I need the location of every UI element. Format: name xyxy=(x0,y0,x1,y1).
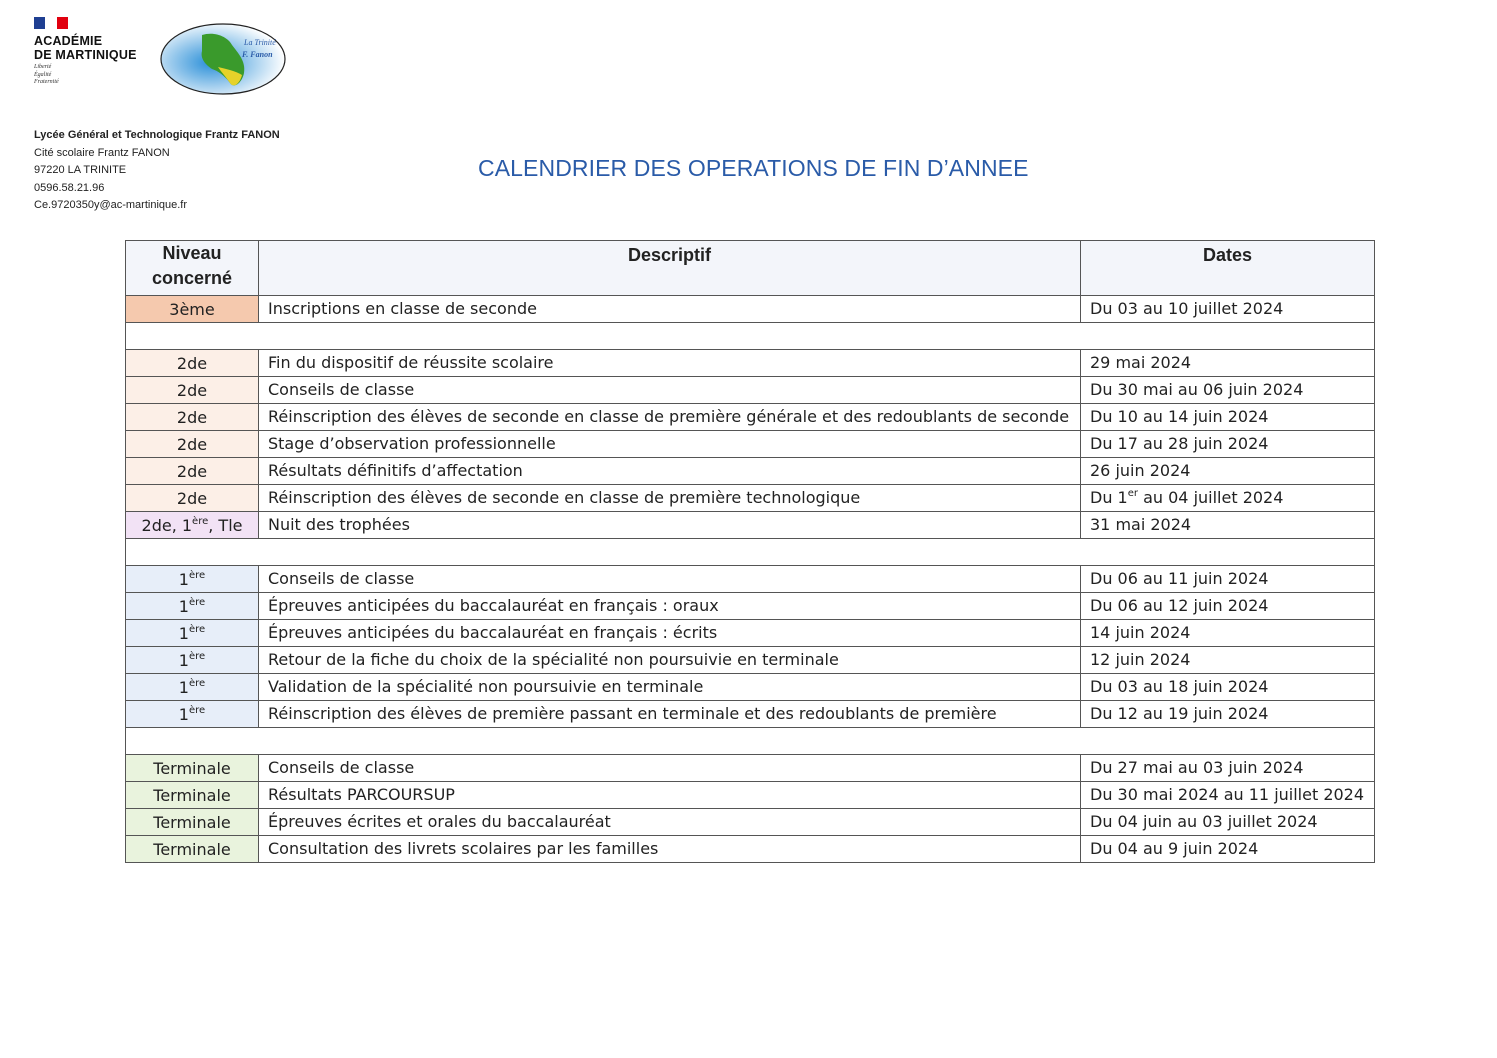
table-row xyxy=(126,350,1375,377)
level-cell: 2de, 1ère, Tle xyxy=(126,512,259,539)
school-name: Lycée Général et Technologique Frantz FANON xyxy=(34,129,280,141)
devise-fraternite: Fraternité xyxy=(34,79,59,85)
table-row xyxy=(126,674,1375,701)
table-row xyxy=(126,458,1375,485)
date-cell: Du 04 au 9 juin 2024 xyxy=(1081,836,1375,863)
table-row xyxy=(126,296,1375,323)
separator-row xyxy=(126,539,1375,566)
level-cell: 2de xyxy=(126,458,259,485)
description-cell: Fin du dispositif de réussite scolaire xyxy=(259,350,1081,377)
description-cell: Résultats PARCOURSUP xyxy=(259,782,1081,809)
calendar-table xyxy=(125,240,1375,863)
date-cell: 29 mai 2024 xyxy=(1081,350,1375,377)
date-cell: 14 juin 2024 xyxy=(1081,620,1375,647)
table-row xyxy=(126,701,1375,728)
level-cell: 2de xyxy=(126,350,259,377)
academie-line-1: ACADÉMIE xyxy=(34,34,103,48)
table-row xyxy=(126,431,1375,458)
description-cell: Retour de la fiche du choix de la spécialité non poursuivie en terminale xyxy=(259,647,1081,674)
description-cell: Conseils de classe xyxy=(259,377,1081,404)
school-email: Ce.9720350y@ac-martinique.fr xyxy=(34,199,188,211)
table-row xyxy=(126,566,1375,593)
school-phone: 0596.58.21.96 xyxy=(34,181,105,194)
school-address-block xyxy=(34,127,280,215)
date-cell: Du 06 au 11 juin 2024 xyxy=(1081,566,1375,593)
level-cell: Terminale xyxy=(126,836,259,863)
level-cell: Terminale xyxy=(126,809,259,836)
description-cell: Consultation des livrets scolaires par les familles xyxy=(259,836,1081,863)
separator-row xyxy=(126,323,1375,350)
level-cell: 1ère xyxy=(126,647,259,674)
description-cell: Nuit des trophées xyxy=(259,512,1081,539)
separator-cell xyxy=(126,323,1375,350)
level-cell: 1ère xyxy=(126,701,259,728)
academie-logo-text xyxy=(34,34,137,62)
date-cell: Du 1er au 04 juillet 2024 xyxy=(1081,485,1375,512)
description-cell: Épreuves écrites et orales du baccalauréat xyxy=(259,809,1081,836)
date-cell: Du 30 mai au 06 juin 2024 xyxy=(1081,377,1375,404)
table-row xyxy=(126,836,1375,863)
table-row xyxy=(126,620,1375,647)
date-cell: Du 03 au 10 juillet 2024 xyxy=(1081,296,1375,323)
date-cell: Du 10 au 14 juin 2024 xyxy=(1081,404,1375,431)
level-cell: 2de xyxy=(126,404,259,431)
date-cell: Du 03 au 18 juin 2024 xyxy=(1081,674,1375,701)
header-dates: Dates xyxy=(1081,241,1375,296)
svg-text:La Trinité: La Trinité xyxy=(244,38,276,47)
separator-cell xyxy=(126,539,1375,566)
description-cell: Conseils de classe xyxy=(259,755,1081,782)
header-desc: Descriptif xyxy=(259,241,1081,296)
table-row xyxy=(126,512,1375,539)
level-cell: 3ème xyxy=(126,296,259,323)
date-cell: 26 juin 2024 xyxy=(1081,458,1375,485)
level-cell: 1ère xyxy=(126,566,259,593)
level-cell: Terminale xyxy=(126,782,259,809)
level-cell: 1ère xyxy=(126,620,259,647)
level-cell: 1ère xyxy=(126,593,259,620)
description-cell: Épreuves anticipées du baccalauréat en français : oraux xyxy=(259,593,1081,620)
level-cell: Terminale xyxy=(126,755,259,782)
page-title: CALENDRIER DES OPERATIONS DE FIN D’ANNEE xyxy=(478,155,1029,181)
date-cell: 12 juin 2024 xyxy=(1081,647,1375,674)
separator-row xyxy=(126,728,1375,755)
table-row xyxy=(126,755,1375,782)
devise-egalite: Égalité xyxy=(34,71,52,78)
table-row xyxy=(126,593,1375,620)
date-cell: Du 06 au 12 juin 2024 xyxy=(1081,593,1375,620)
date-cell: Du 30 mai 2024 au 11 juillet 2024 xyxy=(1081,782,1375,809)
date-cell: Du 12 au 19 juin 2024 xyxy=(1081,701,1375,728)
svg-text:F. Fanon: F. Fanon xyxy=(242,50,273,59)
table-row xyxy=(126,377,1375,404)
table-row xyxy=(126,485,1375,512)
table-row xyxy=(126,404,1375,431)
devise xyxy=(34,64,59,87)
description-cell: Réinscription des élèves de première passant en terminale et des redoublants de première xyxy=(259,701,1081,728)
date-cell: Du 27 mai au 03 juin 2024 xyxy=(1081,755,1375,782)
table-row xyxy=(126,809,1375,836)
table-row xyxy=(126,647,1375,674)
description-cell: Épreuves anticipées du baccalauréat en français : écrits xyxy=(259,620,1081,647)
level-cell: 2de xyxy=(126,431,259,458)
description-cell: Réinscription des élèves de seconde en classe de première technologique xyxy=(259,485,1081,512)
school-address-1: Cité scolaire Frantz FANON xyxy=(34,146,170,159)
school-address-2: 97220 LA TRINITE xyxy=(34,164,127,176)
description-cell: Résultats définitifs d’affectation xyxy=(259,458,1081,485)
level-cell: 2de xyxy=(126,377,259,404)
header-level: Niveau concerné xyxy=(126,241,259,296)
level-cell: 2de xyxy=(126,485,259,512)
date-cell: 31 mai 2024 xyxy=(1081,512,1375,539)
description-cell: Conseils de classe xyxy=(259,566,1081,593)
level-cell: 1ère xyxy=(126,674,259,701)
date-cell: Du 04 juin au 03 juillet 2024 xyxy=(1081,809,1375,836)
devise-liberte: Liberté xyxy=(34,64,52,70)
description-cell: Validation de la spécialité non poursuivie en terminale xyxy=(259,674,1081,701)
description-cell: Réinscription des élèves de seconde en classe de première générale et des redoublants de seconde xyxy=(259,404,1081,431)
marianne-flag-icon xyxy=(34,17,68,29)
academie-line-2: DE MARTINIQUE xyxy=(34,48,137,62)
separator-cell xyxy=(126,728,1375,755)
description-cell: Stage d’observation professionnelle xyxy=(259,431,1081,458)
date-cell: Du 17 au 28 juin 2024 xyxy=(1081,431,1375,458)
table-row xyxy=(126,782,1375,809)
description-cell: Inscriptions en classe de seconde xyxy=(259,296,1081,323)
school-logo-icon xyxy=(160,23,286,95)
table-header-row xyxy=(126,241,1375,296)
table-body xyxy=(126,296,1375,863)
